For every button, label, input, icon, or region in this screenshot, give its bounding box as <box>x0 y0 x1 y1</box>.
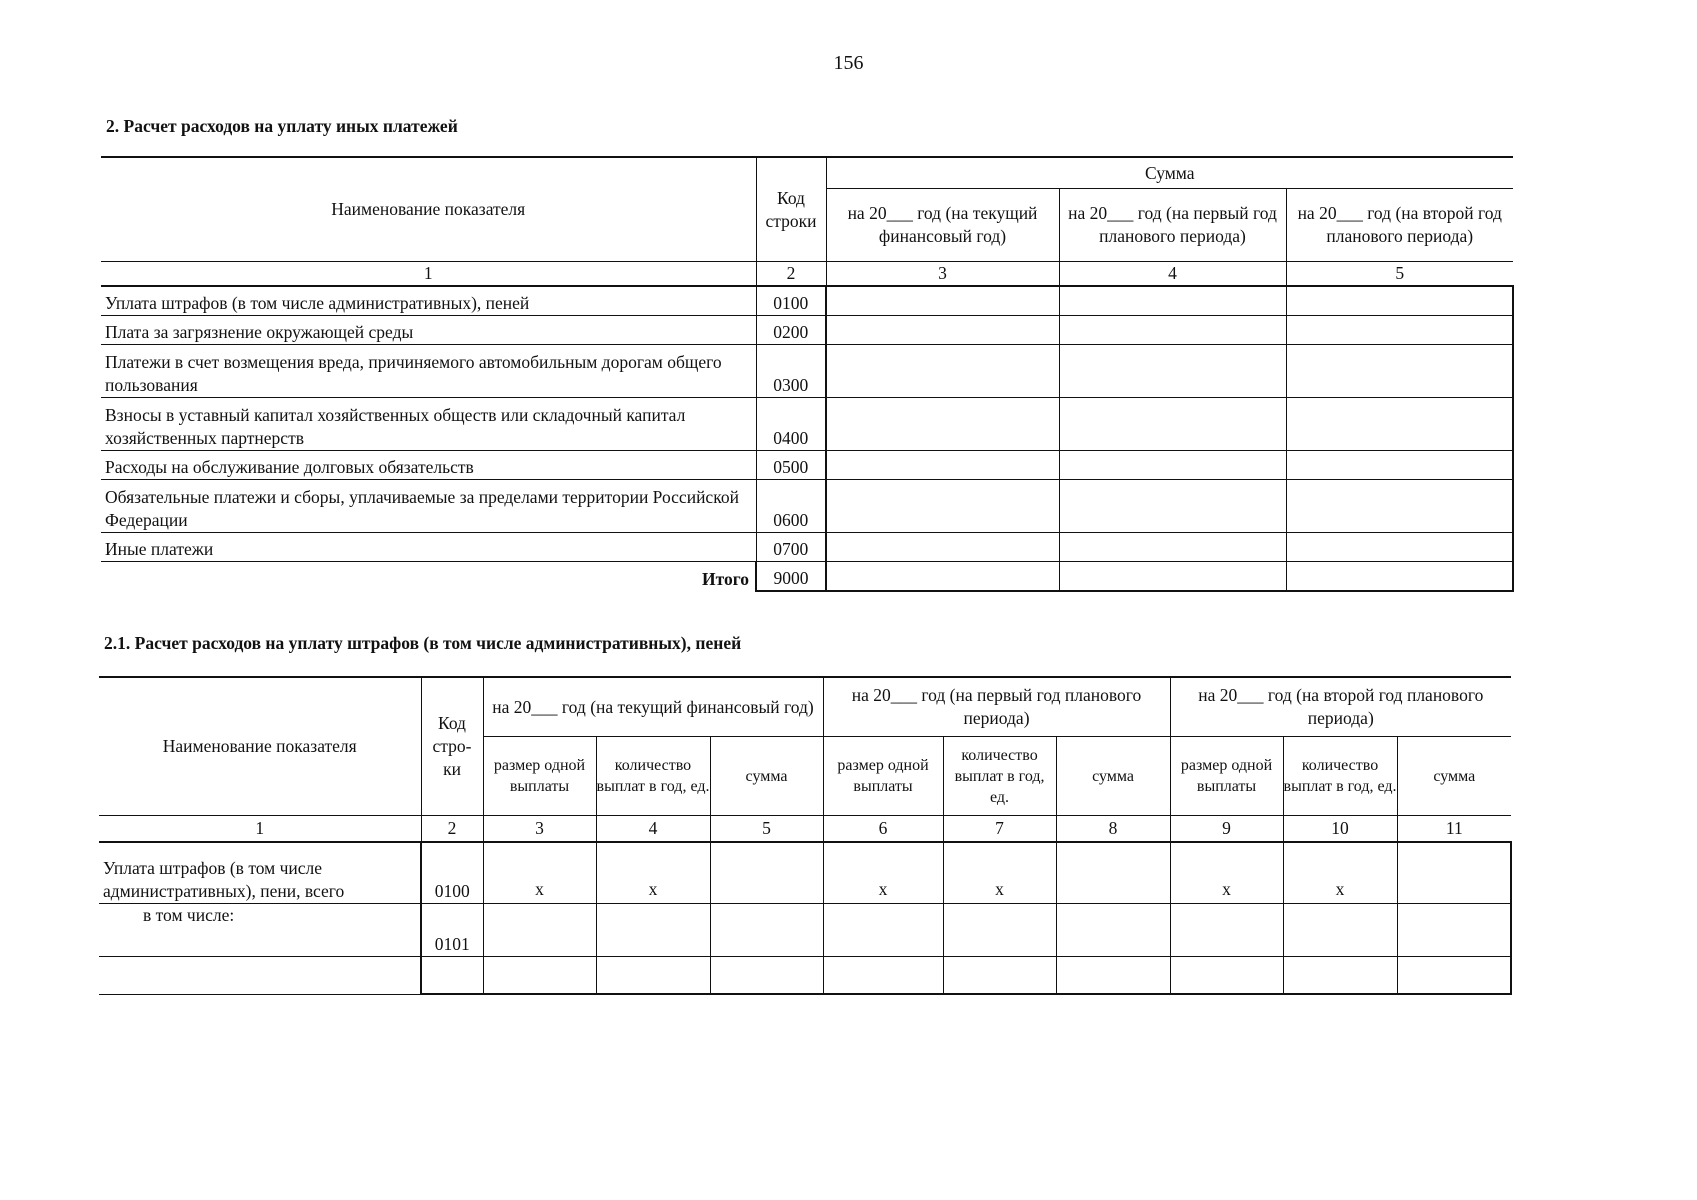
total-label: Итого <box>101 562 756 592</box>
not-applicable-mark: х <box>943 842 1056 904</box>
table-row <box>101 286 1513 316</box>
value-cell[interactable] <box>826 480 1059 533</box>
value-cell[interactable] <box>1286 398 1513 451</box>
value-cell[interactable] <box>1283 904 1397 957</box>
col-number: 4 <box>596 816 710 843</box>
not-applicable-mark: х <box>1283 842 1397 904</box>
header-payment-count: количество выплат в год, ед. <box>596 737 710 816</box>
not-applicable-mark: х <box>483 842 596 904</box>
header-sum: сумма <box>1056 737 1170 816</box>
table-row <box>101 316 1513 345</box>
col-number: 6 <box>823 816 943 843</box>
total-code: 9000 <box>756 562 826 592</box>
col-number: 9 <box>1170 816 1283 843</box>
col-number: 8 <box>1056 816 1170 843</box>
header-payment-size: размер одной выплаты <box>823 737 943 816</box>
value-cell[interactable] <box>596 904 710 957</box>
value-cell[interactable] <box>1059 398 1286 451</box>
value-cell[interactable] <box>826 398 1059 451</box>
table-row <box>101 451 1513 480</box>
value-cell[interactable] <box>1059 533 1286 562</box>
value-cell[interactable] <box>1283 957 1397 995</box>
value-cell[interactable] <box>1056 904 1170 957</box>
not-applicable-mark: х <box>596 842 710 904</box>
value-cell[interactable] <box>1059 562 1286 592</box>
header-current-year: на 20___ год (на текущий финансовый год) <box>483 677 823 737</box>
value-cell[interactable] <box>1056 957 1170 995</box>
row-code: 0100 <box>421 842 483 904</box>
header-current-year: на 20___ год (на текущий финансовый год) <box>826 189 1059 262</box>
value-cell[interactable] <box>943 904 1056 957</box>
not-applicable-mark: х <box>823 842 943 904</box>
section-title-other-payments: 2. Расчет расходов на уплату иных платежей <box>106 116 458 136</box>
col-number: 1 <box>101 262 756 287</box>
value-cell[interactable] <box>826 562 1059 592</box>
row-code: 0300 <box>756 345 826 398</box>
value-cell[interactable] <box>1059 480 1286 533</box>
col-number: 10 <box>1283 816 1397 843</box>
col-number: 7 <box>943 816 1056 843</box>
row-code: 0200 <box>756 316 826 345</box>
header-sum: сумма <box>710 737 823 816</box>
value-cell[interactable] <box>1286 345 1513 398</box>
table-row <box>101 480 1513 533</box>
value-cell[interactable] <box>826 451 1059 480</box>
table-row <box>99 904 1511 957</box>
row-code: 0100 <box>756 286 826 316</box>
row-name: Платежи в счет возмещения вреда, причиняемого автомобильным дорогам общего пользования <box>101 345 756 398</box>
not-applicable-mark: х <box>1170 842 1283 904</box>
row-name: Обязательные платежи и сборы, уплачиваемые за пределами территории Российской Федерации <box>101 480 756 533</box>
col-number: 2 <box>421 816 483 843</box>
row-code: 0500 <box>756 451 826 480</box>
value-cell[interactable] <box>710 842 823 904</box>
table-row <box>99 957 1511 995</box>
value-cell[interactable] <box>823 957 943 995</box>
value-cell[interactable] <box>1286 533 1513 562</box>
header-code: Код стро- ки <box>421 677 483 816</box>
row-code: 0600 <box>756 480 826 533</box>
value-cell[interactable] <box>1286 286 1513 316</box>
header-payment-size: размер одной выплаты <box>1170 737 1283 816</box>
table-row <box>101 533 1513 562</box>
col-number: 3 <box>826 262 1059 287</box>
row-name: Расходы на обслуживание долговых обязательств <box>101 451 756 480</box>
section-title-fines: 2.1. Расчет расходов на уплату штрафов (в том числе административных), пеней <box>104 633 742 653</box>
value-cell[interactable] <box>1170 957 1283 995</box>
col-number: 5 <box>1286 262 1513 287</box>
col-number: 3 <box>483 816 596 843</box>
value-cell[interactable] <box>826 286 1059 316</box>
header-sum: сумма <box>1397 737 1511 816</box>
row-code: 0101 <box>421 904 483 957</box>
row-name[interactable] <box>99 957 421 995</box>
header-sum: Сумма <box>826 157 1513 189</box>
value-cell[interactable] <box>1059 345 1286 398</box>
row-code: 0700 <box>756 533 826 562</box>
row-name: Плата за загрязнение окружающей среды <box>101 316 756 345</box>
header-first-plan-year: на 20___ год (на первый год планового периода) <box>1059 189 1286 262</box>
col-number: 2 <box>756 262 826 287</box>
value-cell[interactable] <box>1059 451 1286 480</box>
value-cell[interactable] <box>1056 842 1170 904</box>
header-payment-size: размер одной выплаты <box>483 737 596 816</box>
value-cell[interactable] <box>1286 451 1513 480</box>
value-cell[interactable] <box>1397 904 1511 957</box>
value-cell[interactable] <box>826 533 1059 562</box>
col-number: 5 <box>710 816 823 843</box>
value-cell[interactable] <box>483 904 596 957</box>
table-row <box>101 345 1513 398</box>
header-first-plan-year: на 20___ год (на первый год планового периода) <box>823 677 1170 737</box>
row-name: Взносы в уставный капитал хозяйственных обществ или складочный капитал хозяйственных партнерств <box>101 398 756 451</box>
row-name: Иные платежи <box>101 533 756 562</box>
value-cell[interactable] <box>1059 316 1286 345</box>
value-cell[interactable] <box>1397 957 1511 995</box>
row-code[interactable] <box>421 957 483 995</box>
value-cell[interactable] <box>483 957 596 995</box>
value-cell[interactable] <box>943 957 1056 995</box>
value-cell[interactable] <box>826 345 1059 398</box>
header-payment-count: количество выплат в год, ед. <box>943 737 1056 816</box>
row-code: 0400 <box>756 398 826 451</box>
header-name: Наименование показателя <box>101 157 756 262</box>
value-cell[interactable] <box>1397 842 1511 904</box>
header-second-plan-year: на 20___ год (на второй год планового периода) <box>1286 189 1513 262</box>
total-row <box>101 562 1513 592</box>
value-cell[interactable] <box>1059 286 1286 316</box>
header-second-plan-year: на 20___ год (на второй год планового периода) <box>1170 677 1511 737</box>
header-code: Код строки <box>756 157 826 262</box>
value-cell[interactable] <box>1286 480 1513 533</box>
header-payment-count: количество выплат в год, ед. <box>1283 737 1397 816</box>
value-cell[interactable] <box>710 904 823 957</box>
value-cell[interactable] <box>1286 562 1513 592</box>
header-name: Наименование показателя <box>99 677 421 816</box>
row-name: в том числе: <box>99 904 421 957</box>
value-cell[interactable] <box>1286 316 1513 345</box>
value-cell[interactable] <box>826 316 1059 345</box>
col-number: 11 <box>1397 816 1511 843</box>
table-row <box>99 842 1511 904</box>
value-cell[interactable] <box>823 904 943 957</box>
row-name: Уплата штрафов (в том числе административных), пеней <box>101 286 756 316</box>
table-row <box>101 398 1513 451</box>
fines-table <box>99 676 1512 995</box>
value-cell[interactable] <box>710 957 823 995</box>
other-payments-table <box>101 156 1514 592</box>
value-cell[interactable] <box>1170 904 1283 957</box>
col-number: 1 <box>99 816 421 843</box>
row-name: Уплата штрафов (в том числе административных), пени, всего <box>99 842 421 904</box>
page-number: 156 <box>833 52 864 74</box>
value-cell[interactable] <box>596 957 710 995</box>
col-number: 4 <box>1059 262 1286 287</box>
